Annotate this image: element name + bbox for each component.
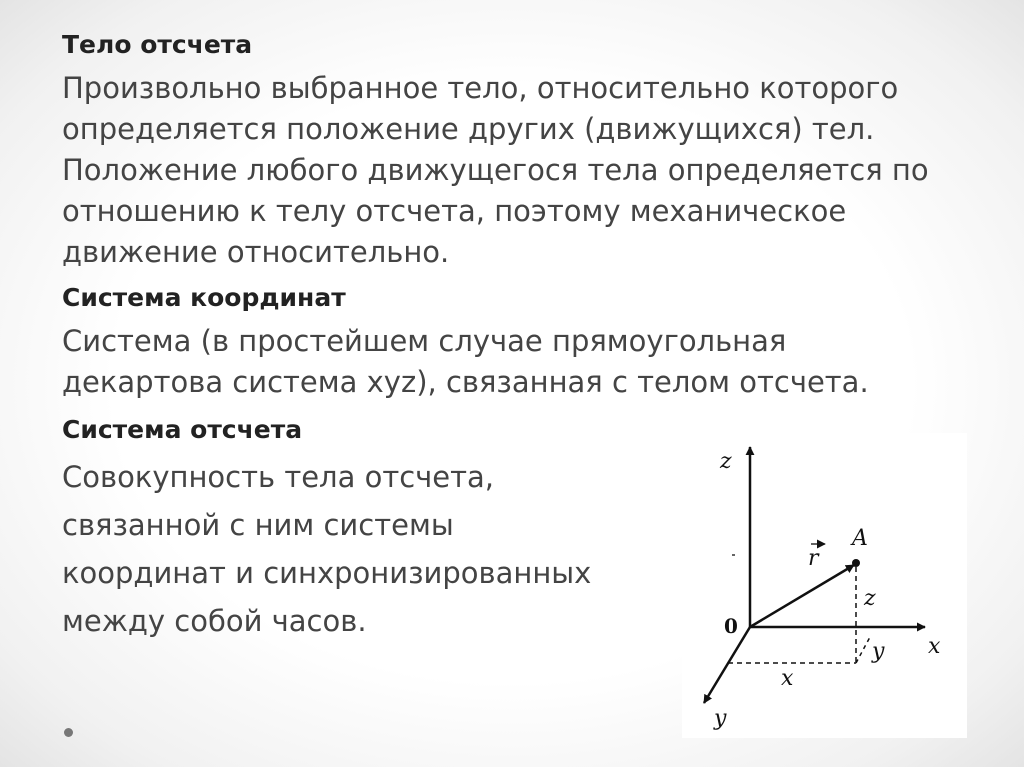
y-coordinate-label: y xyxy=(872,639,885,664)
heading-reference-body: Тело отсчета xyxy=(62,30,253,59)
x-coordinate-label: x xyxy=(781,666,794,691)
paragraph-line: координат и синхронизированных xyxy=(62,556,592,590)
heading-reference-frame: Система отсчета xyxy=(62,415,303,444)
z-axis-label: z xyxy=(720,449,732,474)
heading-coordinate-system: Система координат xyxy=(62,283,346,312)
point-a-label: A xyxy=(852,526,868,551)
coordinate-system-diagram xyxy=(682,433,967,738)
empty-bullet xyxy=(64,728,73,737)
paragraph-coordinate-system: Система (в простейшем случае прямоугольная декартова система xyz), связанная с телом отсчета. xyxy=(62,324,869,399)
origin-label: 0 xyxy=(724,614,738,638)
vector-r-label: r xyxy=(808,546,819,571)
y-axis-line xyxy=(704,627,750,703)
paragraph-line: связанной с ним системы xyxy=(62,508,454,542)
point-a-dot xyxy=(852,559,860,567)
z-coordinate-label: z xyxy=(864,586,876,611)
y-axis-label: y xyxy=(714,706,727,731)
paragraph-line: между собой часов. xyxy=(62,604,367,638)
radius-vector xyxy=(750,565,854,627)
x-axis-label: x xyxy=(928,634,941,659)
paragraph-line: Совокупность тела отсчета, xyxy=(62,460,495,494)
paragraph-reference-body: Произвольно выбранное тело, относительно которого определяется положение других (движущихся) тел. Положение любого движущегося тела определяется по отношению к телу отсчета, поэтому механическое движение относительно. xyxy=(62,71,929,269)
coordinate-system-figure xyxy=(682,433,967,738)
y-projection-line xyxy=(856,637,870,663)
